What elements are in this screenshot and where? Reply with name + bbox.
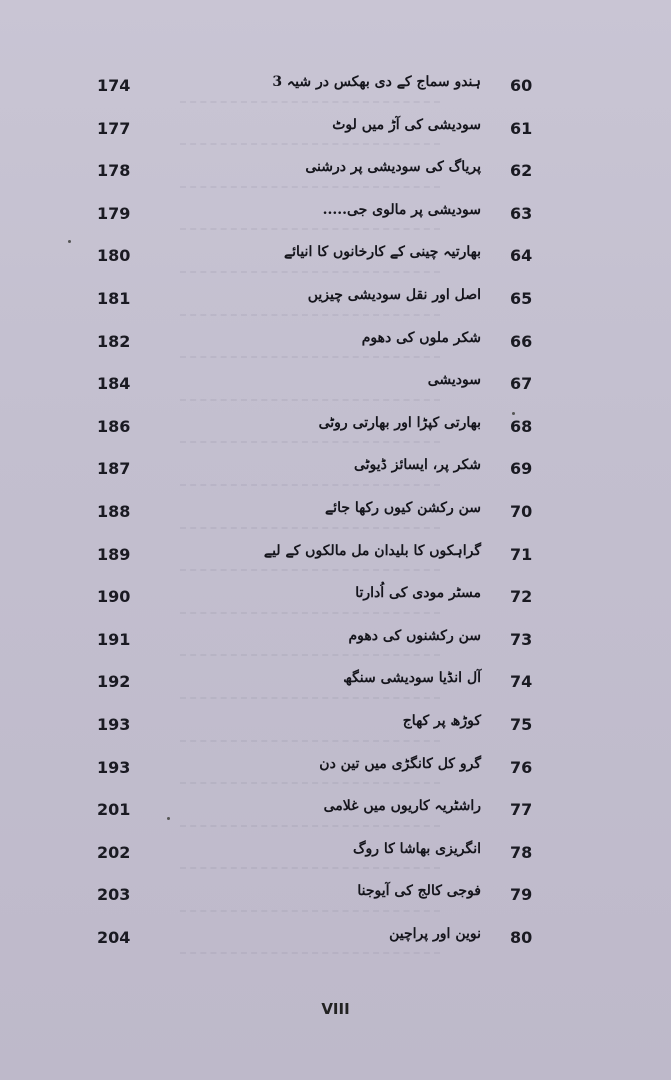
toc-title: انگریزی بھاشا کا روگ — [352, 840, 481, 857]
table-of-contents — [0, 70, 671, 964]
toc-title: سودیشی — [427, 372, 481, 389]
toc-title: بھارتی کپڑا اور بھارتی روٹی — [318, 414, 481, 431]
toc-chapter-number: 79 — [510, 885, 533, 905]
page-number-footer: VIII — [321, 1000, 350, 1018]
toc-title: سن رکشنوں کی دھوم — [348, 627, 481, 644]
toc-chapter-number: 80 — [510, 927, 533, 947]
toc-title: فوجی کالج کی آیوجنا — [357, 883, 481, 900]
speck — [68, 240, 71, 243]
toc-chapter-number: 74 — [510, 672, 533, 692]
toc-row — [0, 624, 671, 667]
toc-page-number: 182 — [97, 331, 131, 351]
toc-row — [0, 752, 671, 795]
toc-row — [0, 113, 671, 156]
toc-chapter-number: 72 — [510, 587, 533, 607]
toc-row — [0, 368, 671, 411]
toc-chapter-number: 76 — [510, 757, 533, 777]
toc-row — [0, 837, 671, 880]
toc-row — [0, 240, 671, 283]
toc-page-number: 184 — [97, 374, 131, 394]
toc-page-number: 201 — [97, 800, 131, 820]
toc-row — [0, 326, 671, 369]
toc-title: گرو کل کانگڑی میں تین دن — [319, 755, 481, 772]
toc-title: کوڑھ پر کھاج — [402, 712, 481, 729]
toc-chapter-number: 65 — [510, 288, 533, 308]
toc-chapter-number: 60 — [510, 76, 533, 95]
toc-title: سن رکشن کیوں رکھا جائے — [324, 499, 481, 516]
toc-title: نوین اور پراچین — [389, 925, 481, 942]
speck — [512, 412, 515, 415]
toc-row — [0, 496, 671, 539]
toc-title: پریاگ کی سودیشی پر درشنی — [305, 159, 481, 176]
toc-page-number: 193 — [97, 714, 131, 734]
toc-chapter-number: 68 — [510, 416, 533, 436]
toc-title: سودیشی پر مالوی جی..... — [322, 201, 481, 218]
toc-chapter-number: 78 — [510, 842, 533, 862]
toc-title: اصل اور نقل سودیشی چیزیں — [307, 286, 481, 303]
toc-row — [0, 539, 671, 582]
toc-page-number: 174 — [97, 76, 131, 95]
toc-chapter-number: 61 — [510, 118, 533, 138]
toc-page-number: 204 — [97, 927, 131, 947]
toc-chapter-number: 77 — [510, 800, 533, 820]
toc-row — [0, 198, 671, 241]
toc-row — [0, 922, 671, 965]
toc-row — [0, 879, 671, 922]
speck — [167, 817, 170, 820]
toc-title: گراہکوں کا بلیدان مل مالکوں کے لیے — [263, 542, 481, 559]
toc-page-number: 202 — [97, 842, 131, 862]
toc-chapter-number: 71 — [510, 544, 533, 564]
toc-page-number: 190 — [97, 587, 131, 607]
toc-page-number: 189 — [97, 544, 131, 564]
toc-chapter-number: 63 — [510, 203, 533, 223]
toc-chapter-number: 73 — [510, 629, 533, 649]
toc-chapter-number: 62 — [510, 161, 533, 181]
toc-row — [0, 581, 671, 624]
toc-row — [0, 453, 671, 496]
toc-page-number: 186 — [97, 416, 131, 436]
toc-page-number: 192 — [97, 672, 131, 692]
toc-title: ہندو سماج کے دی بھکس در شیہ 3 — [272, 74, 481, 90]
toc-chapter-number: 70 — [510, 501, 533, 521]
toc-page-number: 180 — [97, 246, 131, 266]
toc-page-number: 179 — [97, 203, 131, 223]
toc-page-number: 193 — [97, 757, 131, 777]
toc-title: مسٹر مودی کی اُدارتا — [355, 585, 481, 602]
toc-chapter-number: 69 — [510, 459, 533, 479]
toc-row — [0, 411, 671, 454]
toc-chapter-number: 75 — [510, 714, 533, 734]
toc-title: راشٹریہ کاریوں میں غلامی — [323, 798, 481, 815]
toc-page-number: 191 — [97, 629, 131, 649]
toc-page-number: 187 — [97, 459, 131, 479]
toc-row — [0, 283, 671, 326]
toc-page-number: 181 — [97, 288, 131, 308]
toc-title: شکر ملوں کی دھوم — [361, 329, 481, 346]
toc-row — [0, 155, 671, 198]
toc-page-number: 177 — [97, 118, 131, 138]
toc-page-number: 203 — [97, 885, 131, 905]
toc-page-number: 178 — [97, 161, 131, 181]
toc-row — [0, 709, 671, 752]
toc-row — [0, 794, 671, 837]
toc-chapter-number: 64 — [510, 246, 533, 266]
toc-title: بھارتیہ چینی کے کارخانوں کا انیائے — [283, 244, 481, 261]
toc-row — [0, 666, 671, 709]
toc-row — [0, 70, 671, 113]
toc-page-number: 188 — [97, 501, 131, 521]
toc-title: آل انڈیا سودیشی سنگھ — [343, 670, 481, 687]
toc-title: سودیشی کی آڑ میں لوٹ — [332, 116, 481, 133]
toc-title: شکر پر، ایسائز ڈیوٹی — [353, 457, 481, 474]
toc-chapter-number: 66 — [510, 331, 533, 351]
toc-chapter-number: 67 — [510, 374, 533, 394]
